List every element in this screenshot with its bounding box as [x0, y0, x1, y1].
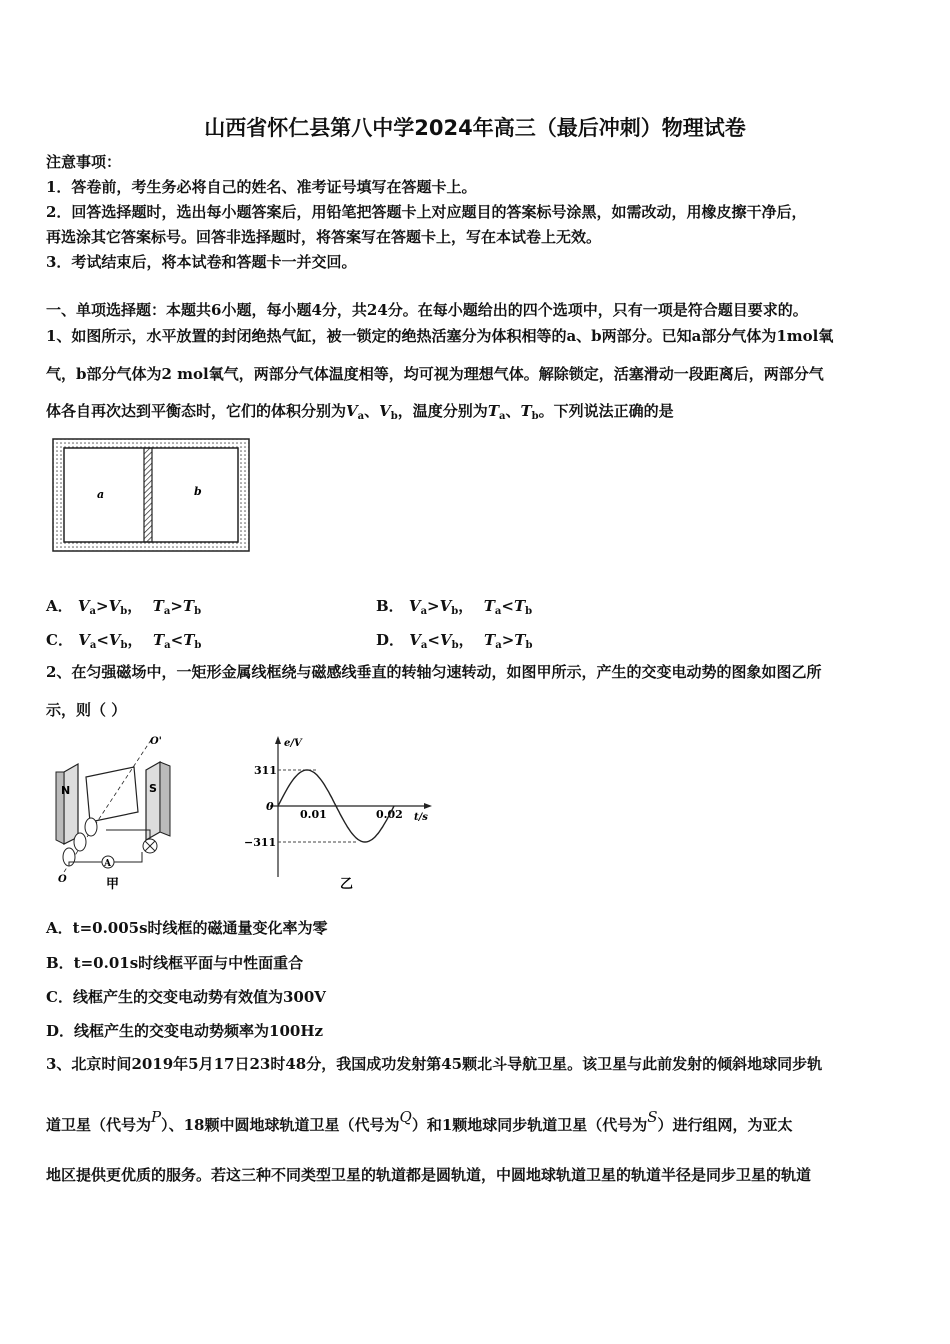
notice-item-1: 1．答卷前，考生务必将自己的姓名、准考证号填写在答题卡上。	[46, 178, 477, 196]
q1-line-3: 体各自再次达到平衡态时，它们的体积分别为$V_a$、$V_b$，温度分别为$T_a$、$T_b$。下列说法正确的是	[46, 402, 674, 422]
notice-item-3: 3．考试结束后，将本试卷和答题卡一并交回。	[46, 253, 357, 271]
q2-line-2: 示，则（ ）	[46, 701, 127, 719]
page-title: 山西省怀仁县第八中学2024年高三（最后冲刺）物理试卷	[204, 116, 746, 140]
generator-figure	[46, 732, 196, 892]
q2-option-d: D．线框产生的交变电动势频率为100Hz	[46, 1022, 324, 1040]
notice-item-2: 2．回答选择题时，选出每小题答案后，用铅笔把答题卡上对应题目的答案标号涂黑，如需改动，用橡皮擦干净后，	[46, 203, 807, 221]
y-tick-zero: 0	[266, 800, 274, 813]
q2-option-b: B．t=0.01s时线框平面与中性面重合	[46, 954, 304, 972]
axis-bottom-label: O	[58, 874, 67, 885]
chamber-b-label: b	[194, 485, 202, 498]
emf-graph	[240, 732, 440, 892]
symbol-p: P	[151, 1108, 162, 1126]
q1-line-1: 1、如图所示，水平放置的封闭绝热气缸，被一锁定的绝热活塞分为体积相等的a、b两部分。已知a部分气体为1mol氧	[46, 327, 834, 345]
coil	[86, 767, 138, 822]
q2-line-1: 2、在匀强磁场中，一矩形金属线框绕与磁感线垂直的转轴匀速转动，如图甲所示，产生的交变电动势的图象如图乙所	[46, 663, 822, 681]
q3-line-1: 3、北京时间2019年5月17日23时48分，我国成功发射第45颗北斗导航卫星。该卫星与此前发射的倾斜地球同步轨	[46, 1055, 823, 1073]
symbol-q: Q	[399, 1108, 412, 1126]
q3-line-3: 地区提供更优质的服务。若这三种不同类型卫星的轨道都是圆轨道，中圆地球轨道卫星的轨道半径是同步卫星的轨道	[46, 1166, 812, 1184]
magnet-s-label: S	[149, 782, 157, 795]
notice-item-2-cont: 再选涂其它答案标号。回答非选择题时，将答案写在答题卡上，写在本试卷上无效。	[46, 228, 602, 246]
y-axis-label: e/V	[284, 738, 302, 749]
section-heading: 一、单项选择题：本题共6小题，每小题4分，共24分。在每小题给出的四个选项中，只有一项是符合题目要求的。	[46, 301, 808, 319]
magnet-n	[64, 764, 78, 844]
magnet-s	[146, 762, 160, 840]
x-axis-label: t/s	[414, 812, 428, 823]
q3-line-2: 道卫星（代号为P）、18颗中圆地球轨道卫星（代号为Q）和1颗地球同步轨道卫星（代号为S）进行组网，为亚太	[46, 1108, 793, 1134]
q1-option-d: D． $V_a<V_b$， $T_a>T_b$	[376, 631, 533, 651]
cylinder-figure	[52, 438, 252, 554]
chamber-a-label: a	[97, 488, 105, 501]
q1-option-a: A． $V_a>V_b$， $T_a>T_b$	[46, 597, 202, 617]
ammeter-label: A	[104, 859, 111, 869]
piston	[144, 448, 152, 542]
q2-option-a: A．t=0.005s时线框的磁通量变化率为零	[46, 919, 328, 937]
q1-line-3-prefix: 体各自再次达到平衡态时，它们的体积分别为	[46, 402, 347, 420]
figure-jia-caption: 甲	[106, 877, 120, 892]
notice-heading: 注意事项：	[46, 153, 122, 171]
x-tick-2: 0.02	[376, 808, 403, 821]
q1-line-2: 气，b部分气体为2 mol氧气，两部分气体温度相等，均可视为理想气体。解除锁定，活塞滑动一段距离后，两部分气	[46, 365, 824, 383]
symbol-s: S	[647, 1108, 658, 1126]
q1-option-b: B． $V_a>V_b$， $T_a<T_b$	[376, 597, 533, 617]
figure-yi-caption: 乙	[340, 877, 354, 892]
q1-option-c: C． $V_a<V_b$， $T_a<T_b$	[46, 631, 202, 651]
y-tick-pos: 311	[254, 764, 277, 777]
axis-top-label: O'	[150, 736, 162, 747]
q2-option-c: C．线框产生的交变电动势有效值为300V	[46, 988, 326, 1006]
y-tick-neg: −311	[244, 836, 277, 849]
q1-line-3-suffix: 。下列说法正确的是	[538, 402, 674, 420]
magnet-n-label: N	[61, 784, 71, 797]
x-tick-1: 0.01	[300, 808, 327, 821]
